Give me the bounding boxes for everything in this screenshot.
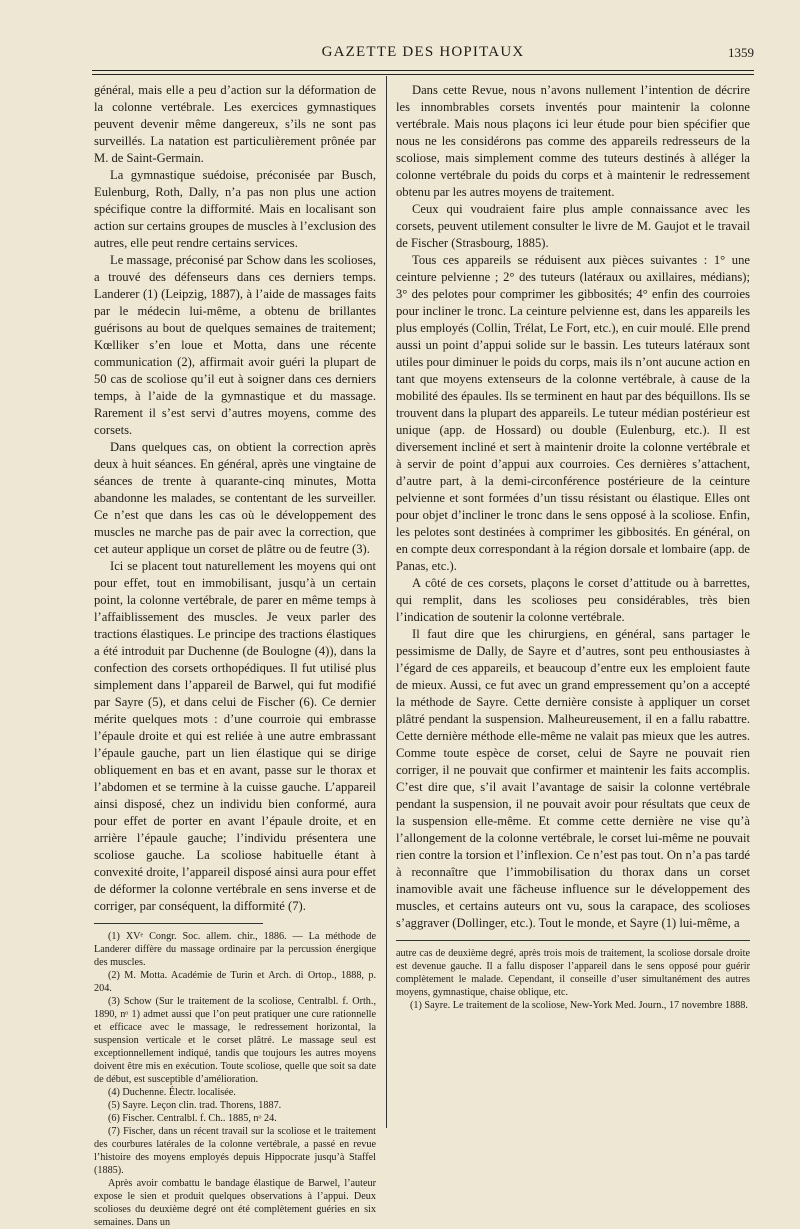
left-column xyxy=(94,82,376,1228)
paragraph: Dans cette Revue, nous n’avons nullement l’intention de décrire les innombrables corsets inventés pour maintenir la colonne vertébrale. Mais nous plaçons ici leur étude pour bien spécifier que nous ne les considérons pas comme des appareils redresseurs de la scoliose, mais simplement comme des tuteurs destinés à alléger la colonne vertébrale du poids du corps et à maintenir le redressement obtenu par les autres moyens de traitement. xyxy=(396,83,750,199)
paragraph: général, mais elle a peu d’action sur la déformation de la colonne vertébrale. Les exercices gymnastiques peuvent devenir même dangereux, s’ils ne sont pas surveillés. La natation est particulièrement prônée par M. de Saint-Germain. xyxy=(94,83,376,165)
footnote: Après avoir combattu le bandage élastique de Barwel, l’auteur expose le sien et produit quelques observations à l’appui. Deux scolioses du deuxième degré ont été complètement guéries en six semaines. Dans un xyxy=(94,1178,376,1228)
page-number: 1359 xyxy=(728,45,754,60)
footnote-separator xyxy=(94,923,263,924)
paragraph: Dans quelques cas, on obtient la correction après deux à huit séances. En général, après une vingtaine de séances de trente à quarante-cinq minutes, Motta abandonne les malades, se contentant de les surveiller. Ce n’est que dans les cas où le développement des muscles ne marche pas de pair avec la correction, que cet auteur applique un corset de plâtre ou de feutre (3). xyxy=(94,440,376,556)
column-separator xyxy=(386,76,387,1128)
header-rule-double xyxy=(92,74,754,75)
header-rule xyxy=(92,70,754,71)
footnote: (1) XVᵉ Congr. Soc. allem. chir., 1886. — La méthode de Landerer diffère du massage ordinaire par la percussion énergique des muscles. xyxy=(94,931,376,968)
right-footnotes xyxy=(396,947,750,1012)
footnote: (1) Sayre. Le traitement de la scoliose, New-York Med. Journ., 17 novembre 1888. xyxy=(410,1000,748,1011)
footnote: (7) Fischer, dans un récent travail sur la scoliose et le traitement des courbures latérales de la colonne vertébrale, a passé en revue l’histoire des moyens employés depuis Hippocrate jusqu’à Staffel (1885). xyxy=(94,1126,376,1176)
paragraph: Ici se placent tout naturellement les moyens qui ont pour effet, tout en immobilisant, jusqu’à un certain point, la colonne vertébrale, de parer en même temps à l’affaiblissement des muscles. Je veux parler des tractions élastiques. Le principe des tractions élastiques a été introduit par Duchenne (de Boulogne (4)), dans la confection des corsets orthopédiques. Il fut utilisé plus simplement dans l’appareil de Barwel, qui fut modifié par Sayre (5), et dans celui de Fischer (6). Ce dernier mérite quelques mots : d’une courroie qui embrasse l’épaule droite et qui est reliée à une autre embrassant l’épaule gauche, part un lien élastique qui se dirige obliquement en bas et en avant, passe sur le thorax et l’abdomen et se termine à la cuisse gauche. L’appareil ainsi disposé, chez un individu bien conformé, aura pour effet de porter en avant l’épaule droite, et en arrière l’épaule gauche; l’individu présentera une scoliose gauche. La scoliose habituelle étant à convexité droite, l’appareil disposé ainsi aura pour effet de déformer la colonne vertébrale en sens inverse et de corriger, par conséquent, la difformité (7). xyxy=(94,559,376,913)
paragraph: La gymnastique suédoise, préconisée par Busch, Eulenburg, Roth, Dally, n’a pas non plus une action spécifique contre la difformité. Mais en localisant son action sur certains groupes de muscles à l’exclusion des autres, elle peut rendre certains services. xyxy=(94,168,376,250)
paragraph: Le massage, préconisé par Schow dans les scolioses, a trouvé des défenseurs dans ces derniers temps. Landerer (1) (Leipzig, 1887), à l’aide de massages faits par le médecin lui-même, a obtenu de brillantes guérisons au bout de quelques semaines de traitement; Kœlliker s’en loue et Motta, dans une récente communication (2), affirmait avoir guéri la plupart de 50 cas de scoliose qu’il eut à soigner dans ces derniers temps, à l’aide de la gymnastique et du massage. Rarement il s’est servi d’autres moyens, comme des corsets. xyxy=(94,253,376,437)
paragraph: A côté de ces corsets, plaçons le corset d’attitude ou à barrettes, qui remplit, dans les scolioses peu considérables, très bien l’indication de soutenir la colonne vertébrale. xyxy=(396,576,750,624)
running-header xyxy=(92,42,754,66)
journal-title: GAZETTE DES HOPITAUX xyxy=(321,44,525,60)
paragraph: Il faut dire que les chirurgiens, en général, sans partager le pessimisme de Dally, de Sayre et d’autres, sont peu enthousiastes à l’égard de ces appareils, et beaucoup d’entre eux les emploient faute de mieux. Aussi, ce fut avec un grand empressement qu’on a accepté la méthode de Sayre. Cette dernière consiste à appliquer un corset plâtré pendant la suspension. Malheureusement, il en a fallu rabattre. Cette dernière méthode elle-même ne valait pas mieux que les autres. Comme toute espèce de corset, celui de Sayre ne pouvait rien corriger, il ne pouvait que confirmer et maintenir les faits accomplis. C’est dire que, s’il avait l’avantage de saisir la colonne vertébrale pendant la suspension, il ne pouvait avoir pour résultats que ceux de la suspension elle-même. Et comme cette dernière ne vise qu’à l’allongement de la colonne vertébrale, le corset lui-même ne pouvait rien contre la torsion et l’inflexion. Ce n’est pas tout. On n’a pas tardé à reconnaître que l’immobilisation du thorax dans un corset inamovible avait une fâcheuse influence sur le développement des muscles, et certains auteurs ont vu, sous la carapace, des scolioses s’aggraver (Dollinger, etc.). Tout le monde, et Sayre (1) lui-même, a xyxy=(396,627,750,930)
paragraph: Tous ces appareils se réduisent aux pièces suivantes : 1° une ceinture pelvienne ; 2° des tuteurs (latéraux ou axillaires, médians); 3° des pelotes pour comprimer les gibbosités; 4° enfin des courroies pour incliner le tronc. La ceinture pelvienne est, dans les appareils les plus employés (Collin, Trélat, Le Fort, etc.), en cuir moulé. Elle prend aussi un point d’appui solide sur le bassin. Les tuteurs latéraux sont utiles pour diminuer le poids du corps, mais ils n’ont aucune action en tant que moyens extenseurs de la colonne vertébrale, à cause de la mobilité des épaules. Ils se terminent en haut par des béquillons. Ils se trouvent dans la plupart des appareils. Le tuteur médian postérieur est unique (app. de Hossard) ou double (Eulenburg, etc.). Il est diversement incliné et sert à maintenir droite la colonne vertébrale et à servir de point d’appui aux courroies. Ces dernières s’attachent, d’autre part, à la demi-circonférence postérieure de la ceinture pelvienne et sont formées d’un tissu résistant ou élastique. Elles ont pour objet d’incliner le tronc dans le sens opposé à la scoliose. Enfin, les pelotes sont destinées à comprimer les gibbosités. En général, on en compte deux correspondant à la région dorsale et lombaire (app. de Panas, etc.). xyxy=(396,253,750,573)
paragraph: Ceux qui voudraient faire plus ample connaissance avec les corsets, peuvent utilement consulter le livre de M. Gaujot et le travail de Fischer (Strasbourg, 1885). xyxy=(396,202,750,250)
right-column xyxy=(396,82,750,1132)
footnote: (2) M. Motta. Académie de Turin et Arch. di Ortop., 1888, p. 204. xyxy=(94,970,376,994)
footnote: autre cas de deuxième degré, après trois mois de traitement, la scoliose dorsale droite est devenue gauche. Il a fallu disposer l’appareil dans le sens opposé pour guérir complètement le malade. Cependant, il conseille d’user simultanément des autres moyens, gymnastique, chaise oblique, etc. xyxy=(396,948,750,998)
footnote: (6) Fischer. Centralbl. f. Ch.. 1885, nᵒ 24. xyxy=(108,1113,277,1124)
footnote: (3) Schow (Sur le traitement de la scoliose, Centralbl. f. Orth., 1890, nᵒ 1) admet aussi que l’on peut pratiquer une cure rationnelle et efficace avec le massage, le redressement horizontal, la suspension verticale et le corset plâtré. Le massage seul est exceptionnellement indiqué, tandis que toujours les autres moyens doivent être mis en exécution. Toute scoliose, quelle que soit sa date de début, est susceptible d’amélioration. xyxy=(94,996,376,1085)
left-footnotes xyxy=(94,930,376,1229)
footnote-separator xyxy=(396,940,750,941)
footnote: (4) Duchenne. Électr. localisée. xyxy=(108,1087,236,1098)
footnote: (5) Sayre. Leçon clin. trad. Thorens, 1887. xyxy=(108,1100,282,1111)
